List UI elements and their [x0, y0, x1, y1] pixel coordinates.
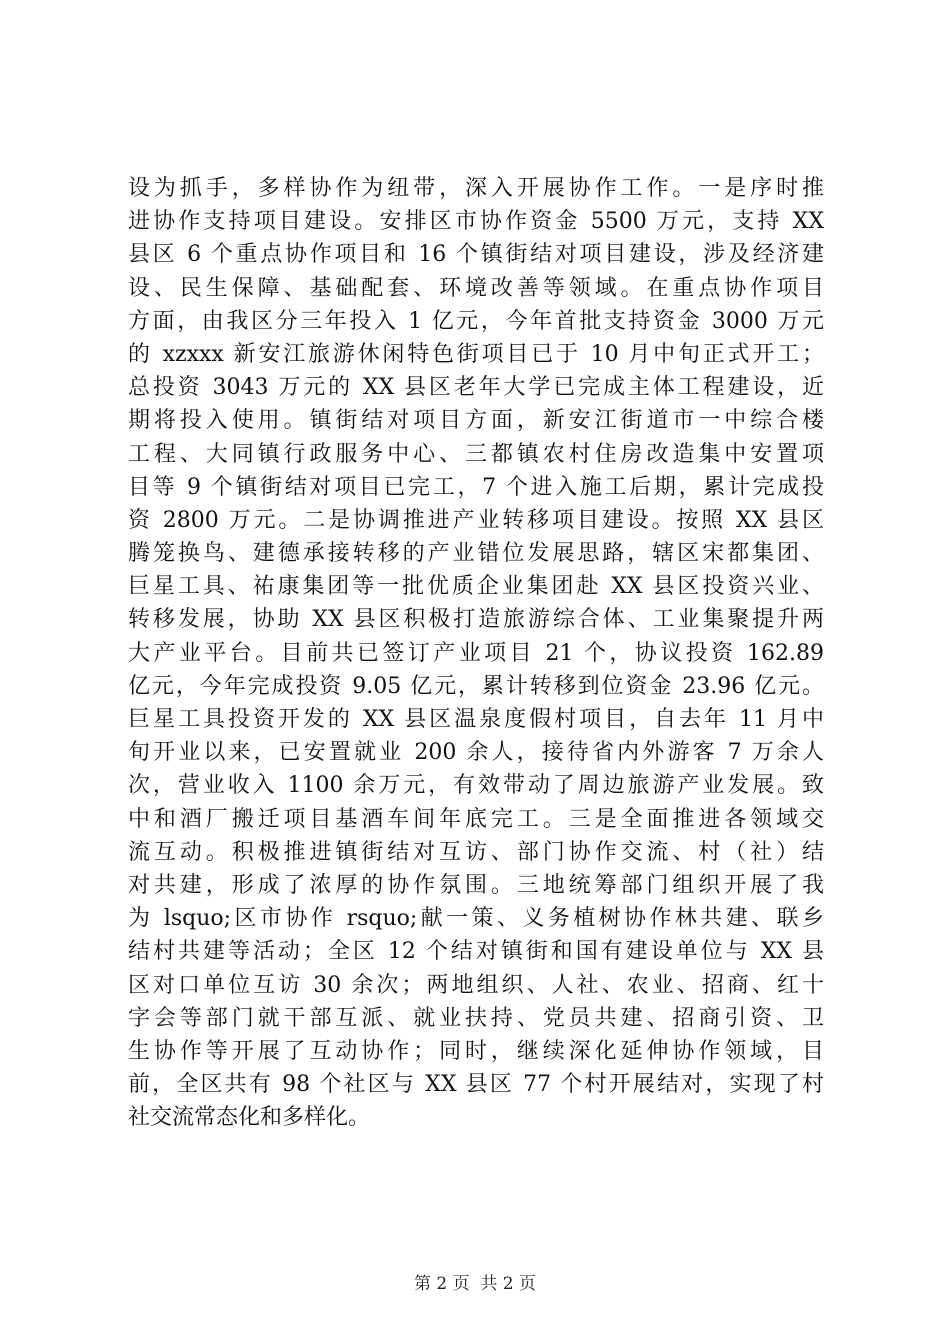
text-line: 巨星工具、祐康集团等一批优质企业集团赴 XX 县区投资兴业、 [128, 574, 824, 600]
text-line: 流互动。积极推进镇街结对互访、部门协作交流、村（社）结 [128, 839, 824, 865]
text-line: 腾笼换鸟、建德承接转移的产业错位发展思路，辖区宋都集团、 [128, 541, 824, 567]
text-line: 县区 6 个重点协作项目和 16 个镇街结对项目建设，涉及经济建 [128, 242, 824, 268]
text-line: 期将投入使用。镇街结对项目方面，新安江街道市一中综合楼 [128, 408, 824, 434]
text-line: 设、民生保障、基础配套、环境改善等领域。在重点协作项目 [128, 275, 824, 301]
text-line: 字会等部门就干部互派、就业扶持、党员共建、招商引资、卫 [128, 1005, 824, 1031]
body-paragraph [128, 172, 824, 1134]
text-line: 资 2800 万元。二是协调推进产业转移项目建设。按照 XX 县区 [128, 507, 824, 533]
text-line: 进协作支持项目建设。安排区市协作资金 5500 万元，支持 XX [128, 209, 824, 235]
page-footer [0, 1273, 950, 1295]
text-line: 旬开业以来，已安置就业 200 余人，接待省内外游客 7 万余人 [128, 740, 824, 766]
text-line: 总投资 3043 万元的 XX 县区老年大学已完成主体工程建设，近 [128, 375, 824, 401]
text-line: 中和酒厂搬迁项目基酒车间年底完工。三是全面推进各领域交 [128, 806, 824, 832]
text-line: 设为抓手，多样协作为纽带，深入开展协作工作。一是序时推 [128, 176, 824, 201]
text-line: 的 xzxxx 新安江旅游休闲特色街项目已于 10 月中旬正式开工； [128, 341, 824, 367]
text-line: 前，全区共有 98 个社区与 XX 县区 77 个村开展结对，实现了村 [128, 1072, 824, 1098]
text-line: 对共建，形成了浓厚的协作氛围。三地统筹部门组织开展了我 [128, 872, 824, 898]
text-line: 生协作等开展了互动协作；同时，继续深化延伸协作领域，目 [128, 1038, 824, 1064]
text-line: 工程、大同镇行政服务中心、三都镇农村住房改造集中安置项 [128, 441, 824, 467]
text-line: 次，营业收入 1100 余万元，有效带动了周边旅游产业发展。致 [128, 773, 824, 799]
text-line: 目等 9 个镇街结对项目已完工，7 个进入施工后期，累计完成投 [128, 474, 824, 500]
text-line: 为 lsquo;区市协作 rsquo;献一策、义务植树协作林共建、联乡 [128, 906, 824, 932]
text-line: 社交流常态化和多样化。 [128, 1105, 371, 1131]
text-line: 亿元，今年完成投资 9.05 亿元，累计转移到位资金 23.96 亿元。 [128, 673, 824, 699]
page-number: 第 2 页 共 2 页 [413, 1274, 537, 1294]
text-line: 结村共建等活动；全区 12 个结对镇街和国有建设单位与 XX 县 [128, 939, 824, 965]
text-line: 方面，由我区分三年投入 1 亿元，今年首批支持资金 3000 万元 [128, 308, 824, 334]
text-line: 区对口单位互访 30 余次；两地组织、人社、农业、招商、红十 [128, 972, 824, 998]
text-line: 大产业平台。目前共已签订产业项目 21 个，协议投资 162.89 [128, 640, 824, 666]
text-line: 转移发展，协助 XX 县区积极打造旅游综合体、工业集聚提升两 [128, 607, 824, 633]
text-line: 巨星工具投资开发的 XX 县区温泉度假村项目，自去年 11 月中 [128, 707, 824, 732]
